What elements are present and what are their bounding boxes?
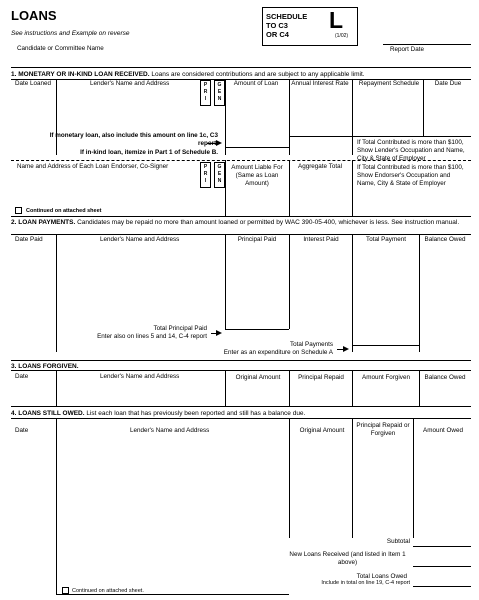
- s1-vline: [225, 160, 226, 216]
- section2-bottom-rule: [11, 360, 471, 361]
- col-aggregate-total: Aggregate Total: [298, 163, 342, 170]
- s3-vline: [352, 370, 353, 406]
- form-title: LOANS: [11, 8, 57, 23]
- loan-amount-field[interactable]: [225, 147, 289, 148]
- section1-heading-line: [11, 71, 365, 78]
- form-date: (1/02): [335, 33, 349, 39]
- s1-vline: [289, 160, 290, 216]
- continued-checkbox[interactable]: [15, 207, 22, 214]
- total-owed-line2: Include in total on line 19, C-4 report: [321, 580, 410, 586]
- schedule-letter: L: [329, 7, 344, 33]
- gen-g: G: [217, 164, 222, 170]
- monetary-note-text: If monetary loan, also include this amount on line 1c, C3 report.: [49, 132, 218, 147]
- continued-label: Continued on attached sheet: [26, 208, 102, 214]
- gen-n: N: [217, 178, 222, 184]
- s2-vline: [225, 234, 226, 329]
- col-amount-forgiven: Amount Forgiven: [362, 374, 410, 381]
- s3-vline: [56, 370, 57, 406]
- s3-vline: [419, 370, 420, 406]
- col-endorser: Name and Address of Each Loan Endorser, Co-Signer: [17, 163, 169, 170]
- s2-vline: [289, 234, 290, 329]
- new-loans-label: New Loans Received (and listed in Item 1 above): [289, 551, 406, 566]
- col-total-payment: Total Payment: [366, 236, 406, 243]
- pri-r: R: [203, 89, 208, 95]
- col-lender-name: Lender's Name and Address: [100, 373, 180, 380]
- col-principal-repaid-forgiven: Principal Repaid or Forgiven: [356, 422, 410, 437]
- col-date-due: Date Due: [434, 80, 462, 87]
- lender-occupation-note: If Total Contributed is more than $100, Show Lender's Occupation and Name, City & State of Employer: [357, 139, 465, 162]
- col-amount-of-loan: Amount of Loan: [233, 80, 279, 87]
- new-loans-field[interactable]: [413, 566, 471, 567]
- schedule-or-c4: OR C4: [266, 30, 289, 39]
- section4-heading: 4. LOANS STILL OWED.: [11, 410, 85, 417]
- section1-bottom-rule: [11, 216, 471, 217]
- schedule-label: SCHEDULE: [266, 12, 308, 21]
- s1-repay-rule: [289, 136, 471, 137]
- subtotal-label: Subtotal: [386, 538, 410, 545]
- monetary-loan-note: [40, 132, 218, 148]
- total-owed-line1: Total Loans Owed: [356, 573, 407, 580]
- col-lender-name: Lender's Name and Address: [130, 427, 210, 434]
- form-subtitle: See instructions and Example on reverse: [11, 30, 130, 37]
- report-date-field[interactable]: [383, 44, 471, 45]
- gen-box[interactable]: [214, 80, 225, 106]
- subtotal-field[interactable]: [413, 546, 471, 547]
- pri-p: P: [203, 164, 208, 170]
- s4-vline: [352, 418, 353, 538]
- col-lender-name: Lender's Name and Address: [90, 80, 170, 87]
- arrow-right-icon: [216, 330, 222, 336]
- total-payments-label: [150, 341, 333, 357]
- inkind-loan-note: If in-kind loan, itemize in Part 1 of Schedule B.: [80, 149, 218, 156]
- section2-heading: 2. LOAN PAYMENTS.: [11, 219, 76, 226]
- s4-vline: [413, 418, 414, 538]
- s1-vline: [352, 79, 353, 155]
- schedule-to-c3: TO C3: [266, 21, 288, 30]
- s1-vline: [423, 79, 424, 136]
- total-loans-owed-label: [285, 573, 410, 587]
- col-interest-paid: Interest Paid: [303, 236, 339, 243]
- col-balance-owed: Balance Owed: [424, 236, 466, 243]
- col-lender-name: Lender's Name and Address: [100, 236, 180, 243]
- s1-vline: [289, 79, 290, 155]
- section1-heading: 1. MONETARY OR IN-KIND LOAN RECEIVED.: [11, 71, 150, 78]
- col-amount-liable: Amount Liable For (Same as Loan Amount): [231, 164, 283, 187]
- total-payments-line1: Total Payments: [289, 341, 333, 348]
- total-payments-line2: Enter as an expenditure on Schedule A: [223, 349, 333, 356]
- col-original-amount: Original Amount: [235, 374, 281, 381]
- total-principal-line1: Total Principal Paid: [153, 325, 207, 332]
- schedule-box: [262, 7, 358, 46]
- s3-vline: [225, 370, 226, 406]
- s1-vline: [225, 79, 226, 155]
- col-date-paid: Date Paid: [15, 236, 43, 243]
- section2-note: Candidates may be repaid no more than amount loaned or permitted by WAC 390-05-400, whichever is less. See instruction manual.: [77, 219, 460, 226]
- s1-vline: [352, 160, 353, 216]
- gen-e: E: [217, 171, 222, 177]
- endorser-pri-box[interactable]: [200, 162, 211, 188]
- total-loans-owed-field[interactable]: [413, 586, 471, 587]
- s4-vline: [289, 418, 290, 538]
- pri-i: I: [204, 178, 207, 184]
- pri-i: I: [204, 96, 207, 102]
- gen-e: E: [217, 89, 222, 95]
- col-principal-repaid: Principal Repaid: [298, 374, 344, 381]
- col-principal-paid: Principal Paid: [237, 236, 277, 243]
- section4-bottom-rule: [56, 594, 289, 595]
- candidate-name-field[interactable]: [11, 67, 471, 68]
- continued-checkbox[interactable]: [62, 587, 69, 594]
- col-repayment-schedule: Repayment Schedule: [358, 80, 420, 87]
- section2-heading-line: [11, 219, 469, 227]
- section4-heading-line: [11, 410, 305, 417]
- arrow-right-icon: [343, 346, 349, 352]
- section4-note: List each loan that has previously been reported and still has a balance due.: [86, 410, 306, 417]
- section3-heading: 3. LOANS FORGIVEN.: [11, 363, 79, 370]
- total-principal-field[interactable]: [225, 329, 289, 330]
- s4-vline: [56, 418, 57, 594]
- s2-vline: [352, 234, 353, 352]
- s2-vline: [419, 234, 420, 352]
- col-date: Date: [15, 373, 29, 380]
- endorser-occupation-note: If Total Contributed is more than $100, Show Endorser's Occupation and Name, City & State of Employer: [357, 164, 464, 187]
- col-date: Date: [15, 427, 29, 434]
- section4-top-rule: [11, 418, 471, 419]
- gen-n: N: [217, 96, 222, 102]
- col-balance-owed: Balance Owed: [424, 374, 466, 381]
- pri-box[interactable]: [200, 80, 211, 106]
- col-date-loaned: Date Loaned: [14, 80, 52, 87]
- gen-g: G: [217, 82, 222, 88]
- pri-r: R: [203, 171, 208, 177]
- col-amount-owed: Amount Owed: [423, 427, 463, 434]
- total-payments-field[interactable]: [352, 345, 419, 346]
- s3-vline: [289, 370, 290, 406]
- arrow-right-icon: [216, 140, 222, 146]
- continued-label: Continued on attached sheet.: [72, 588, 144, 594]
- section3-bottom-rule: [11, 406, 471, 407]
- endorser-gen-box[interactable]: [214, 162, 225, 188]
- col-original-amount: Original Amount: [299, 427, 345, 434]
- report-date-label: Report Date: [390, 46, 424, 53]
- total-principal-label: [40, 325, 207, 341]
- col-interest-rate: Annual Interest Rate: [291, 80, 349, 87]
- section2-top-rule: [11, 234, 471, 235]
- total-principal-line2: Enter also on lines 5 and 14, C-4 report: [97, 333, 207, 340]
- pri-p: P: [203, 82, 208, 88]
- section1-note: Loans are considered contributions and are subject to any applicable limit.: [151, 71, 365, 78]
- candidate-label: Candidate or Committee Name: [17, 45, 104, 52]
- section1-dashed-rule: [11, 160, 471, 161]
- section3-top-rule: [11, 370, 471, 371]
